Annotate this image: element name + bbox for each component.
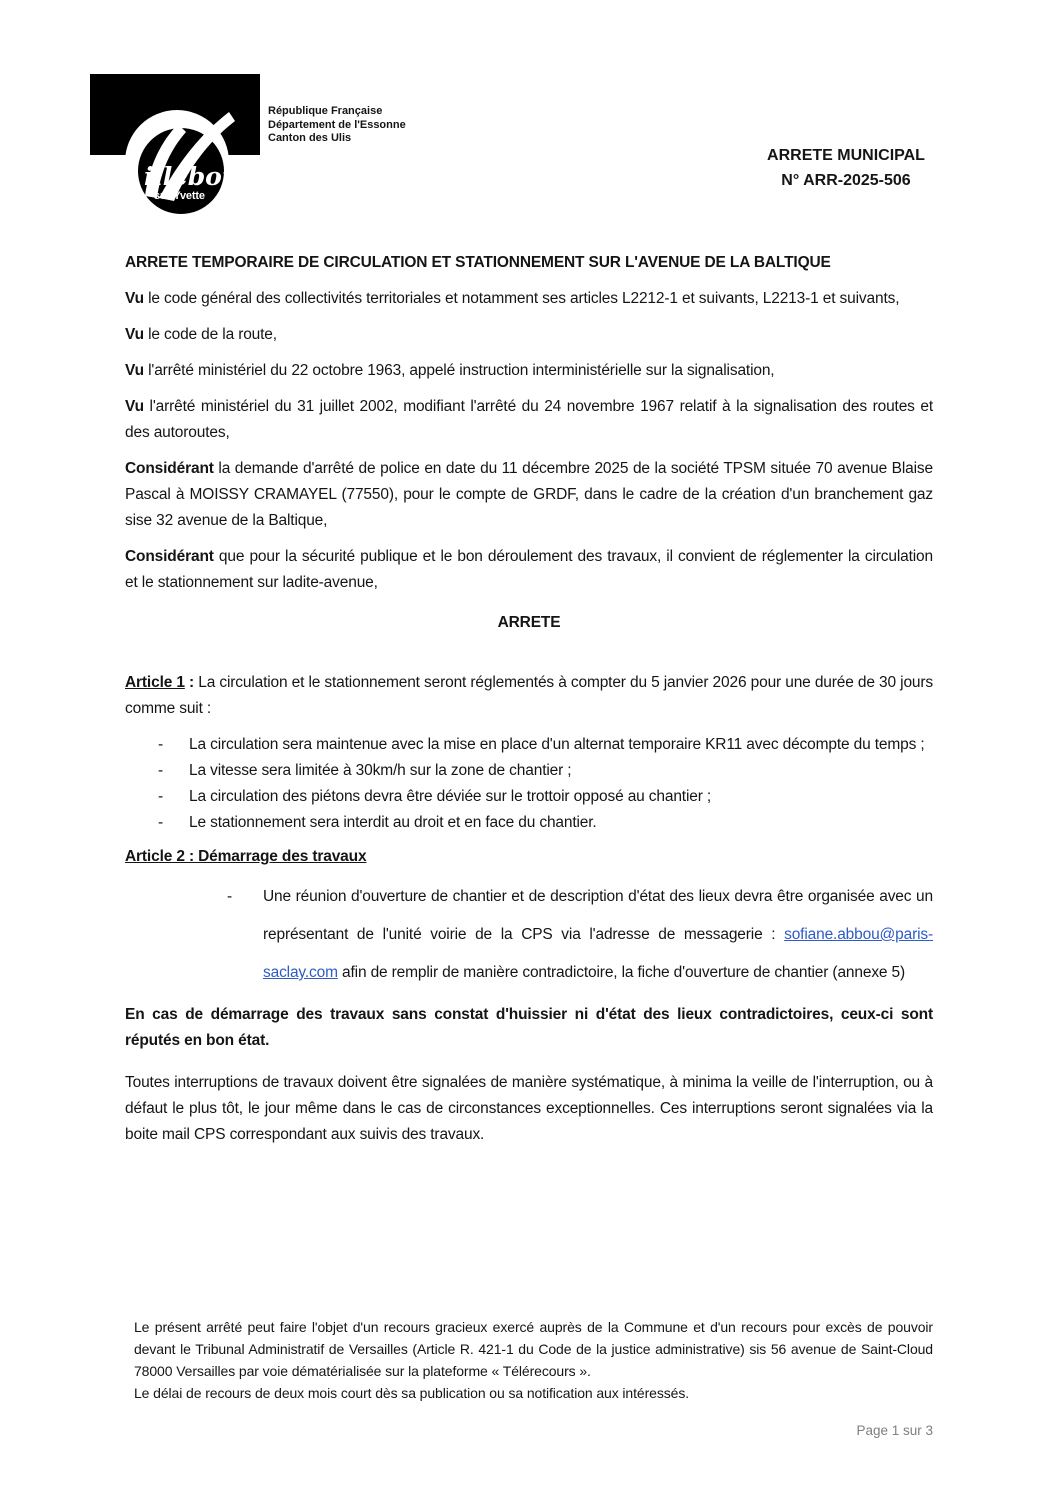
region-line-canton: Canton des Ulis bbox=[268, 132, 352, 144]
delay-paragraph: Le délai de recours de deux mois court dès sa publication ou sa notification aux intéressés. bbox=[134, 1385, 690, 1401]
article2-bullet bbox=[125, 878, 933, 992]
recital-vu-1 bbox=[125, 286, 933, 312]
recital-vu-3 bbox=[125, 358, 933, 384]
recital-label: Vu bbox=[125, 362, 144, 379]
bullet-text: La circulation des piétons devra être déviée sur le trottoir opposé au chantier ; bbox=[189, 788, 712, 805]
page-number: Page 1 sur 3 bbox=[856, 1423, 933, 1438]
article2-bullet-pre: Une réunion d'ouverture de chantier et de description d'état des lieux devra être organisée avec un représentant de l'unité voirie de la CPS via l'adresse de messagerie : bbox=[263, 888, 933, 943]
bullet-text: La circulation sera maintenue avec la mise en place d'un alternat temporaire KR11 avec décompte du temps ; bbox=[189, 736, 925, 753]
document-body bbox=[125, 250, 933, 1158]
article1-intro: La circulation et le stationnement seront réglementés à compter du 5 janvier 2026 pour une durée de 30 jours comme suit : bbox=[125, 674, 933, 717]
recital-text: la demande d'arrêté de police en date du 11 décembre 2025 de la société TPSM située 70 avenue Blaise Pascal à MOISSY CRAMAYEL (77550), pour le compte de GRDF, dans le cadre de la création d'un branchement gaz sise 32 avenue de la Baltique, bbox=[125, 460, 933, 529]
recital-text: l'arrêté ministériel du 31 juillet 2002, modifiant l'arrêté du 24 novembre 1967 relatif à la signalisation des routes et des autoroutes, bbox=[125, 398, 933, 441]
recital-text: le code de la route, bbox=[143, 326, 277, 343]
decree-main-title: ARRETE TEMPORAIRE DE CIRCULATION ET STATIONNEMENT SUR L'AVENUE DE LA BALTIQUE bbox=[125, 254, 831, 271]
decree-heading: ARRETE bbox=[497, 614, 561, 631]
email-link[interactable]: sofiane.abbou@paris-saclay.com bbox=[263, 926, 933, 981]
recital-vu-4 bbox=[125, 394, 933, 446]
recital-label: Vu bbox=[125, 398, 144, 415]
recital-text: le code général des collectivités territoriales et notamment ses articles L2212-1 et suivants, L2213-1 et suivants, bbox=[143, 290, 900, 307]
article1-paragraph bbox=[125, 670, 933, 722]
logo-city-name: illebon bbox=[144, 162, 240, 191]
bullet-text: La vitesse sera limitée à 30km/h sur la zone de chantier ; bbox=[189, 762, 572, 779]
region-line-republique: République Française bbox=[268, 105, 383, 117]
bullet-text: Le stationnement sera interdit au droit et en face du chantier. bbox=[189, 814, 597, 831]
bullet-dash: - bbox=[158, 814, 164, 831]
warning-paragraph: En cas de démarrage des travaux sans constat d'huissier ni d'état des lieux contradictoires, ceux-ci sont réputés en bon état. bbox=[125, 1006, 933, 1049]
article2-bullet-post: afin de remplir de manière contradictoire, la fiche d'ouverture de chantier (annexe 5) bbox=[337, 964, 906, 981]
article1-bullet-list bbox=[125, 732, 933, 836]
recourse-paragraph: Le présent arrêté peut faire l'objet d'un recours gracieux exercé auprès de la Commune et d'un recours pour excès de pouvoir devant le Tribunal Administratif de Versailles (Article R. 421-1 du Code de la justice administrative) sis 56 avenue de Saint-Cloud 78000 Versailles par voie dématérialisée sur la plateforme « Télérecours ». bbox=[134, 1319, 933, 1379]
logo-city-sub: sur Yvette bbox=[154, 190, 205, 202]
recital-label: Vu bbox=[125, 290, 144, 307]
recital-label: Vu bbox=[125, 326, 144, 343]
recital-label: Considérant bbox=[125, 460, 214, 477]
bullet-dash: - bbox=[158, 788, 164, 805]
recital-considerant-1 bbox=[125, 456, 933, 534]
legal-footer bbox=[134, 1316, 933, 1404]
recital-text: l'arrêté ministériel du 22 octobre 1963, appelé instruction interministérielle sur la signalisation, bbox=[143, 362, 775, 379]
recital-vu-2 bbox=[125, 322, 933, 348]
list-item bbox=[125, 758, 933, 784]
document-id-block bbox=[690, 143, 1002, 193]
letterhead-region bbox=[268, 105, 406, 146]
article1-separator: : bbox=[184, 674, 199, 691]
article2-heading: Article 2 : Démarrage des travaux bbox=[125, 848, 367, 865]
list-item bbox=[125, 784, 933, 810]
document-type-title: ARRETE MUNICIPAL bbox=[767, 147, 925, 164]
city-logo bbox=[88, 72, 268, 229]
list-item bbox=[125, 810, 933, 836]
article1-label: Article 1 bbox=[125, 674, 185, 691]
bullet-dash: - bbox=[158, 736, 164, 753]
document-number: N° ARR-2025-506 bbox=[781, 172, 911, 189]
recital-considerant-2 bbox=[125, 544, 933, 596]
recital-text: que pour la sécurité publique et le bon déroulement des travaux, il convient de réglementer la circulation et le stationnement sur ladite-avenue, bbox=[125, 548, 933, 591]
recital-label: Considérant bbox=[125, 548, 214, 565]
list-item bbox=[125, 732, 933, 758]
region-line-departement: Département de l'Essonne bbox=[268, 118, 406, 131]
bullet-dash: - bbox=[158, 762, 164, 779]
bullet-dash: - bbox=[227, 888, 233, 905]
interruptions-paragraph: Toutes interruptions de travaux doivent être signalées de manière systématique, à minima la veille de l'interruption, ou à défaut le plus tôt, le jour même dans le cas de circonstances exceptionnelles. Ces interruptions seront signalées via la boite mail CPS correspondant aux suivis des travaux. bbox=[125, 1074, 933, 1143]
city-logo-graphic bbox=[88, 72, 268, 224]
